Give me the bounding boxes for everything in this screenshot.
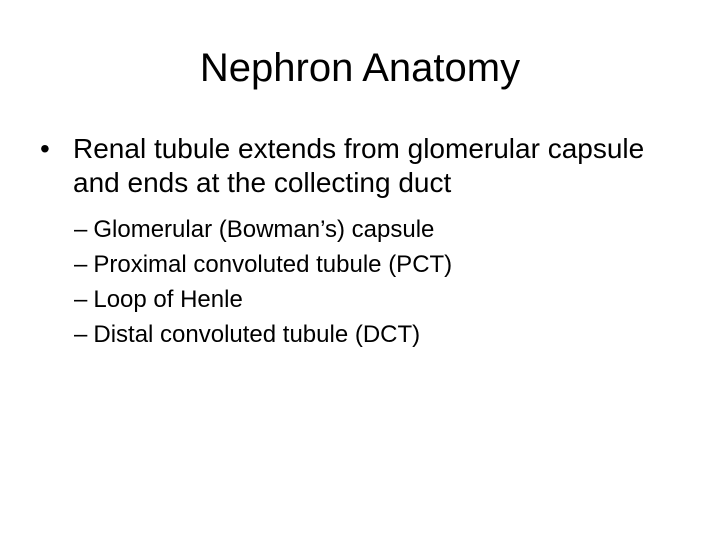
sub-bullet-text: Glomerular (Bowman’s) capsule [93, 216, 435, 243]
sub-bullet-text: Distal convoluted tubule (DCT) [93, 321, 421, 348]
dash-marker: – [74, 321, 88, 348]
sub-bullet-item [74, 212, 674, 247]
main-bullet [40, 132, 660, 200]
main-bullet-text: Renal tubule extends from glomerular capsule and ends at the collecting duct [73, 133, 645, 198]
sub-bullet-text: Loop of Henle [93, 286, 243, 313]
slide-title: Nephron Anatomy [199, 46, 521, 90]
dash-marker: – [74, 216, 88, 243]
sub-bullet-text: Proximal convoluted tubule (PCT) [93, 251, 453, 278]
dash-marker: – [74, 286, 88, 313]
bullet-marker: • [40, 133, 50, 164]
sub-bullet-item [74, 247, 674, 282]
sub-bullet-item [74, 317, 674, 352]
dash-marker: – [74, 251, 88, 278]
sub-bullet-list [74, 212, 674, 352]
sub-bullet-item [74, 282, 674, 317]
